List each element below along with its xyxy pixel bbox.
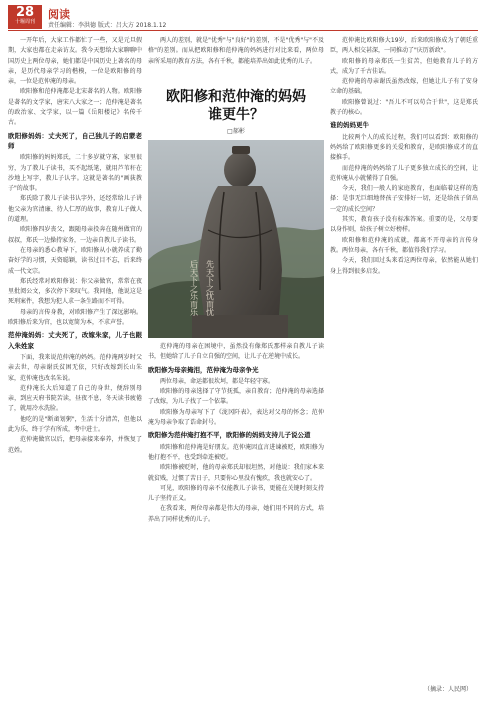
paragraph: 两位母亲，命运都很坎坷，都是年轻守寡。 — [160, 377, 275, 385]
paragraph: 范仲淹做官以后，把母亲接来奉养，并恢复了范姓。 — [8, 436, 142, 454]
paragraph: 下面，我来说范仲淹的妈妈。范仲淹两岁时父亲去世，母亲谢氏贫困无依，只好改嫁到长山朱家，范仲淹也改名朱说。 — [8, 353, 142, 382]
article-title-line1: 欧阳修和范仲淹的妈妈 — [166, 89, 306, 105]
editors-line: 责任编辑：李洪德 版式：吕大方 2018.1.12 — [48, 22, 167, 29]
paragraph: 欧阳修和范仲淹是好朋友。范仲淹因直言进谏被贬，欧阳修为他打抱不平，也受到牵连被贬。 — [148, 443, 324, 461]
subheading: 欧阳修妈妈：丈夫死了，自己独儿子的启蒙老师 — [8, 131, 142, 150]
paragraph: 今天，我们一般人的家庭教育，也面临着这样的选择：是事无巨细地替孩子安排好一切，还是给孩子留出一定的成长空间？ — [330, 185, 478, 213]
paragraph: 一开年后，大家工作都忙了一些，又是元旦假期，大家也都在走亲访友。我今天想给大家聊聊中国历史上两位母亲，她们都是中国历史上著名的母亲，是历代母亲学习的楷模，一位是欧阳修的母亲，一位是范仲淹的母亲。 — [8, 37, 142, 86]
paragraph: 其实，教育孩子没有标准答案。重要的是，父母要以身作则，给孩子树立好榜样。 — [330, 216, 478, 234]
statue-illustration — [148, 140, 324, 338]
article-column-3 — [330, 36, 478, 681]
paragraph: 郑氏经常对欧阳修说：你父亲做官，常常在夜里批阅公文，多次停下来叹气。我问他，他说这是死刑案件，我想为犯人求一条生路而不可得。 — [8, 277, 142, 306]
paragraph: 欧阳修的妈妈郑氏，二十多岁就守寡，家里很穷，为了教儿子读书，买不起纸笔，就用芦苇秆在沙地上写字，教儿子认字。这就是著名的"画荻教子"的故事。 — [8, 154, 142, 193]
article-column-1 — [8, 36, 142, 696]
article-source: （摘录：人民网） — [423, 686, 472, 693]
article-column-2 — [148, 342, 324, 696]
section-title: 阅读 — [48, 8, 70, 21]
article-byline: □郝彬 — [227, 128, 245, 135]
calligraphy-line1: 先天下之忧而忧 — [205, 260, 215, 316]
paragraph: 郑氏除了教儿子读书认字外，还经常给儿子讲他父亲为官清廉、待人仁厚的故事，教育儿子做人的道理。 — [8, 195, 142, 224]
paragraph: 欧阳修的母亲郑氏一生贫苦，但她教育儿子的方式，成为了千古佳话。 — [330, 57, 478, 75]
paragraph: 范仲淹的母亲在困境中，虽然没有像郑氏那样亲自教儿子读书，但她给了儿子自立自强的空间，让儿子在逆境中成长。 — [148, 343, 324, 361]
paragraph: 欧阳修和范仲淹都是北宋著名的人物。欧阳修是著名的文学家，唐宋八大家之一；范仲淹是著名的政治家、文学家，以一篇《岳阳楼记》名传千古。 — [8, 88, 142, 127]
subheading: 范仲淹妈妈：丈夫死了，改嫁朱家，儿子也跟入朱姓家 — [8, 331, 142, 350]
paragraph: 在母亲的悉心教导下，欧阳修从小就养成了勤奋好学的习惯，天资聪颖，读书过目不忘，后来终成一代文宗。 — [8, 246, 142, 275]
paragraph: 欧阳修的母亲选择了守节抚孤，亲自教育；范仲淹的母亲选择了改嫁，为儿子找了一个依靠。 — [148, 388, 324, 406]
paragraph: 范仲淹比欧阳修大19岁，后来欧阳修成为了朝廷重臣，两人相交甚深，一同推动了"庆历新政"。 — [330, 37, 478, 55]
paragraph: 欧阳修四岁丧父，跟随母亲投奔在随州做官的叔叔，郑氏一边操持家务，一边亲自教儿子读书。 — [8, 226, 142, 244]
paragraph: 欧阳修被贬时，他的母亲郑氏却很坦然，对他说：我们家本来就贫贱，过惯了苦日子，只要你心里没有愧疚，我也就安心了。 — [148, 464, 324, 482]
paper-name: 十堰周刊 — [14, 19, 35, 25]
paragraph: 范仲淹的母亲谢氏虽然改嫁，但她让儿子有了安身立命的基础。 — [330, 78, 478, 96]
paragraph: 在我看来，两位母亲都是伟大的母亲，她们用不同的方式，培养出了同样优秀的儿子。 — [148, 505, 324, 523]
header-rule — [8, 30, 478, 31]
subheading: 谁的妈妈更牛 — [330, 121, 369, 130]
lead-paragraph: 两人的差别，就是"优秀"与"良好"的差别，不是"优秀"与"不及格"的差别。而从把欧阳修和范仲淹的妈妈进行对比来看，两位母亲所采用的教育方法，各有千秋，都能培养出如此优秀的儿子。 — [148, 37, 324, 65]
paragraph: 欧阳修和范仲淹的成就，都离不开母亲的言传身教。两位母亲，各有千秋，都值得我们学习。 — [330, 236, 478, 254]
subheading: 欧阳修为范仲淹打抱不平，欧阳修的妈妈支持儿子说公道 — [148, 431, 311, 440]
article-title-block — [148, 88, 324, 140]
paragraph: 比较两个人的成长过程，我们可以看到：欧阳修的妈妈给了欧阳修更多的关爱和教育，是欧阳修成才的直接推手。 — [330, 133, 478, 162]
subheading: 欧阳修为母亲掩泪，范仲淹为母亲争光 — [148, 365, 259, 374]
page-header — [0, 0, 486, 30]
paragraph: 欧阳修曾说过："吾儿不可以苟合于世"，这是郑氏教子的核心。 — [330, 98, 478, 117]
paragraph: 欧阳修为母亲写下了《泷冈阡表》，表达对父母的怀念；范仲淹为母亲争取了诰命封号。 — [148, 408, 324, 427]
paragraph: 可见，欧阳修的母亲不仅能教儿子读书，更能在关键时刻支持儿子坚持正义。 — [148, 484, 324, 503]
page-number-badge — [8, 5, 42, 29]
paragraph: 范仲淹长大后知道了自己的身世，便辞别母亲，到应天府书院苦读，昼夜不息，冬天读书疲倦了，就用冷水洗脸。 — [8, 384, 142, 413]
article-title-line2: 谁更牛？ — [208, 107, 264, 123]
article-lead — [148, 36, 324, 86]
statue-photo — [148, 140, 324, 338]
paragraph: 今天，我们回过头来看这两位母亲，依然能从她们身上得到很多启发。 — [330, 257, 478, 275]
calligraphy-line2: 后天下之乐而乐 — [189, 260, 199, 316]
page-number: 28 — [15, 5, 35, 20]
paragraph: 他吃的是"断齑划粥"，生活十分清苦，但他以此为乐，终于学有所成，考中进士。 — [8, 415, 142, 433]
paragraph: 母亲的言传身教，对欧阳修产生了深远影响。欧阳修后来为官，也以宽简为本，不求声誉。 — [8, 308, 142, 327]
paragraph: 而范仲淹的妈妈给了儿子更多独立成长的空间，让范仲淹从小就懂得了自强。 — [330, 164, 478, 182]
